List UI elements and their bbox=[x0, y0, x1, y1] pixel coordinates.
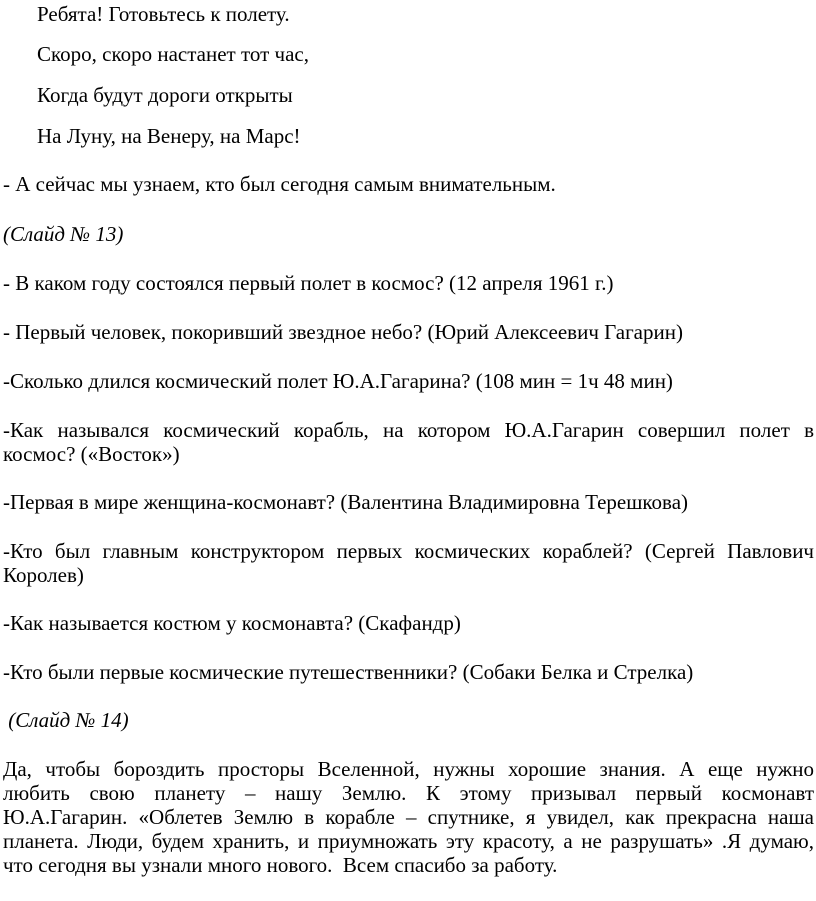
poem-line-3: Когда будут дороги открыты bbox=[37, 83, 293, 107]
closing-line-2: любить свою планету – нашу Землю. К этому призывал первый космонавт bbox=[3, 781, 814, 805]
question-4 bbox=[3, 418, 814, 466]
question-6-line-2: Королев) bbox=[3, 563, 84, 587]
question-8: -Кто были первые космические путешественники? (Собаки Белка и Стрелка) bbox=[3, 660, 694, 684]
question-3: -Сколько длился космический полет Ю.А.Гагарина? (108 мин = 1ч 48 мин) bbox=[3, 369, 673, 393]
poem-line-1: Ребята! Готовьтесь к полету. bbox=[37, 2, 290, 26]
question-7: -Как называется костюм у космонавта? (Скафандр) bbox=[3, 611, 461, 635]
question-6-line-1: -Кто был главным конструктором первых космических кораблей? (Сергей Павлович bbox=[3, 539, 814, 563]
question-5: -Первая в мире женщина-космонавт? (Валентина Владимировна Терешкова) bbox=[3, 490, 689, 514]
closing-line-5: что сегодня вы узнали много нового. Всем спасибо за работу. bbox=[3, 853, 558, 877]
question-6 bbox=[3, 539, 814, 587]
question-4-line-1: -Как назывался космический корабль, на котором Ю.А.Гагарин совершил полет в bbox=[3, 418, 814, 442]
slide-14-heading: (Слайд № 14) bbox=[3, 708, 129, 732]
intro-text: - А сейчас мы узнаем, кто был сегодня самым внимательным. bbox=[3, 172, 556, 196]
closing-paragraph bbox=[3, 757, 814, 877]
question-1: - В каком году состоялся первый полет в космос? (12 апреля 1961 г.) bbox=[3, 271, 614, 295]
closing-line-4: планета. Люди, будем хранить, и приумножать эту красоту, а не разрушать» .Я думаю, bbox=[3, 829, 814, 853]
poem-line-4: На Луну, на Венеру, на Марс! bbox=[37, 124, 301, 148]
closing-line-3: Ю.А.Гагарин. «Облетев Землю в корабле – спутнике, я увидел, как прекрасна наша bbox=[3, 805, 814, 829]
poem-line-2: Скоро, скоро настанет тот час, bbox=[37, 42, 309, 66]
question-4-line-2: космос? («Восток») bbox=[3, 442, 180, 466]
closing-line-1: Да, чтобы бороздить просторы Вселенной, нужны хорошие знания. А еще нужно bbox=[3, 757, 814, 781]
question-2: - Первый человек, покоривший звездное небо? (Юрий Алексеевич Гагарин) bbox=[3, 320, 683, 344]
slide-13-heading: (Слайд № 13) bbox=[3, 222, 124, 246]
